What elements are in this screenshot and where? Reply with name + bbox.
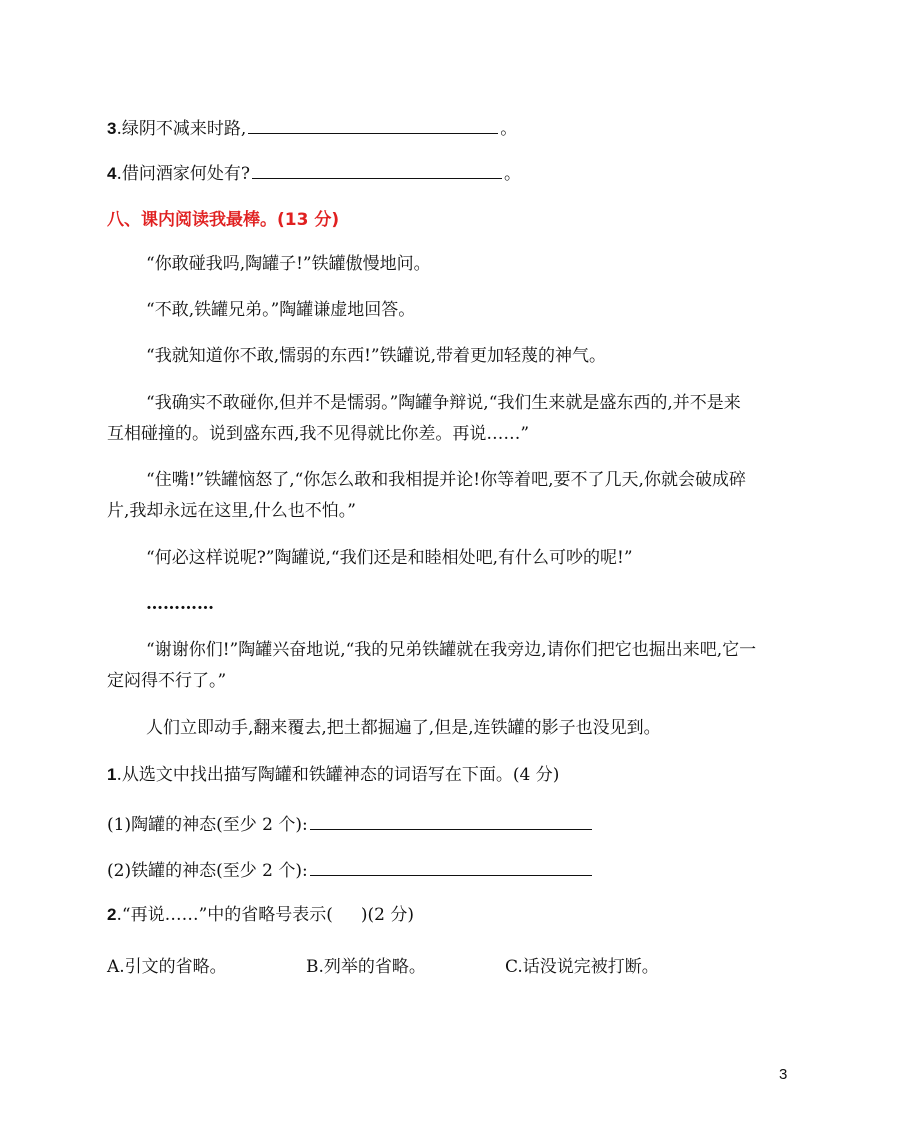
question-1-sub-1	[107, 811, 594, 836]
page-number: 3	[779, 1066, 788, 1083]
passage-paragraph-3: “我就知道你不敢,懦弱的东西!”铁罐说,带着更加轻蔑的神气。	[146, 346, 607, 366]
answer-blank-3[interactable]	[248, 115, 498, 134]
question-2-number: 2	[107, 905, 117, 924]
question-4-number: 4	[107, 164, 117, 183]
answer-blank-1-1[interactable]	[310, 811, 592, 830]
passage-paragraph-7: “谢谢你们!”陶罐兴奋地说,“我的兄弟铁罐就在我旁边,请你们把它也掘出来吧,它一	[146, 640, 757, 660]
question-1-sub-2	[107, 857, 594, 882]
question-2	[107, 904, 414, 926]
passage-paragraph-7-cont: 定闷得不行了。”	[107, 671, 227, 691]
passage-paragraph-2: “不敢,铁罐兄弟。”陶罐谦虚地回答。	[146, 300, 416, 320]
question-2-text-before: .“再说……”中的省略号表示(	[116, 905, 333, 925]
answer-blank-1-2[interactable]	[310, 857, 592, 876]
question-1-sub-2-label: (2)铁罐的神态(至少 2 个):	[107, 861, 308, 881]
passage-paragraph-1: “你敢碰我吗,陶罐子!”铁罐傲慢地问。	[146, 254, 431, 274]
question-1-number: 1	[107, 765, 117, 784]
question-2-text-after: )(2 分)	[360, 905, 415, 925]
question-3-number: 3	[107, 119, 117, 138]
question-1-text: .从选文中找出描写陶罐和铁罐神态的词语写在下面。(4 分)	[116, 765, 560, 785]
question-3	[107, 115, 517, 140]
passage-paragraph-8: 人们立即动手,翻来覆去,把土都掘遍了,但是,连铁罐的影子也没见到。	[146, 718, 661, 738]
question-4	[107, 160, 521, 185]
section-8-title: 八、课内阅读我最棒。(13 分)	[107, 210, 340, 230]
passage-paragraph-4: “我确实不敢碰你,但并不是懦弱。”陶罐争辩说,“我们生来就是盛东西的,并不是来	[146, 393, 741, 413]
passage-paragraph-6: “何必这样说呢?”陶罐说,“我们还是和睦相处吧,有什么可吵的呢!”	[146, 548, 633, 568]
answer-blank-4[interactable]	[252, 160, 502, 179]
passage-ellipsis: …………	[146, 594, 214, 614]
question-4-end: 。	[504, 164, 521, 184]
option-b: B.列举的省略。	[306, 957, 426, 977]
question-4-text: .借问酒家何处有?	[116, 164, 250, 184]
option-a: A.引文的省略。	[107, 957, 227, 977]
passage-paragraph-4-cont: 互相碰撞的。说到盛东西,我不见得就比你差。再说……”	[107, 424, 530, 444]
passage-paragraph-5-cont: 片,我却永远在这里,什么也不怕。”	[107, 501, 356, 521]
passage-paragraph-5: “住嘴!”铁罐恼怒了,“你怎么敢和我相提并论!你等着吧,要不了几天,你就会破成碎	[146, 470, 746, 490]
question-1-sub-1-label: (1)陶罐的神态(至少 2 个):	[107, 815, 308, 835]
question-3-end: 。	[500, 119, 518, 139]
question-3-text: .绿阴不减来时路,	[116, 119, 247, 139]
option-c: C.话没说完被打断。	[505, 957, 659, 977]
question-1	[107, 764, 559, 786]
